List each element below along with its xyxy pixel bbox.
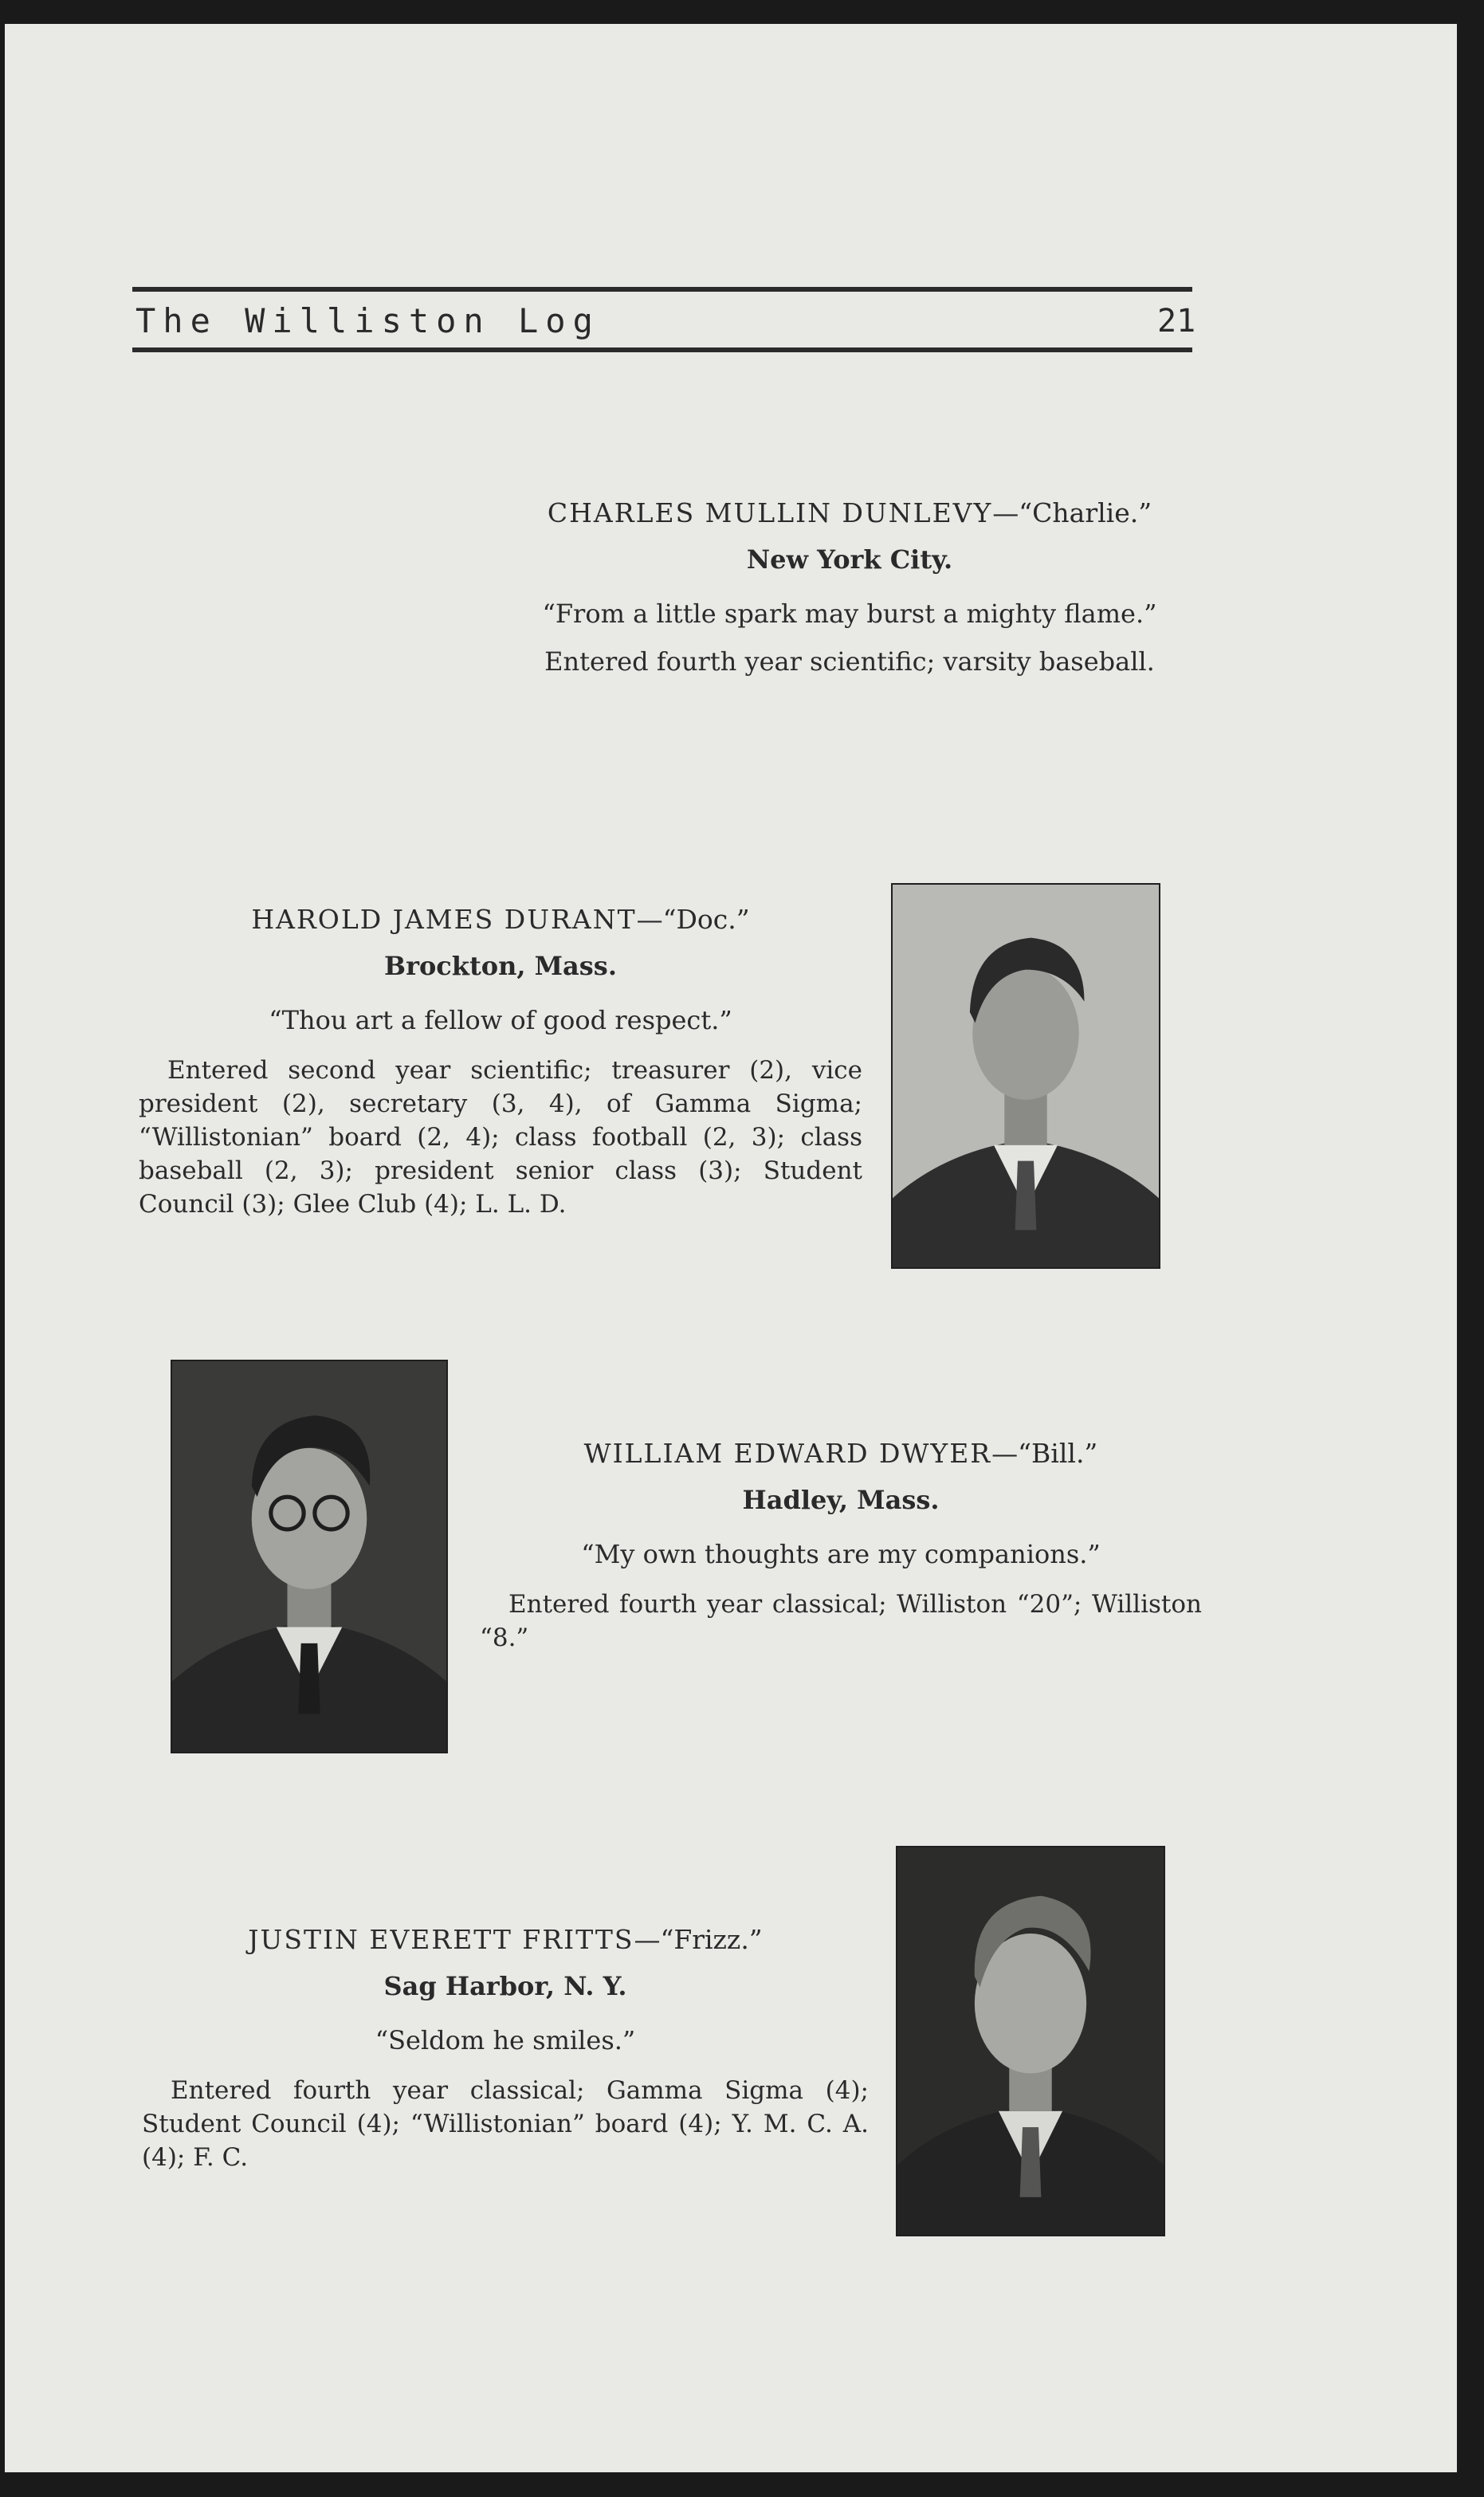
entry-name	[142, 1918, 869, 1962]
entry-nickname: —“Charlie.”	[992, 497, 1152, 528]
entry-name-text: WILLIAM EDWARD DWYER	[583, 1438, 992, 1469]
entry-hometown: Sag Harbor, N. Y.	[383, 1971, 627, 2001]
entry-quote: “My own thoughts are my companions.”	[581, 1539, 1101, 1569]
entry-dunlevy	[475, 491, 1224, 677]
portrait-photo-icon	[171, 1360, 448, 1753]
page-number: 21	[1157, 303, 1196, 340]
entry-nickname: —“Bill.”	[991, 1438, 1098, 1469]
entry-name	[139, 897, 862, 942]
entry-nickname: —“Frizz.”	[634, 1924, 763, 1955]
entry-quote: “Seldom he smiles.”	[375, 2025, 636, 2055]
entry-name-text: JUSTIN EVERETT FRITTS	[248, 1924, 634, 1955]
yearbook-page	[5, 24, 1457, 2472]
entry-name	[475, 491, 1224, 536]
entry-durant	[139, 897, 862, 1221]
entry-hometown: New York City.	[746, 544, 953, 575]
header-rule-top	[132, 287, 1192, 292]
entry-record: Entered second year scientific; treasurer (2), vice president (2), secretary (3, 4), of Gamma Sigma; “Willistonian” board (2, 4); class football (2, 3); class baseball (2, 3); president senior class (3); Student Council (3); Glee Club (4); L. L. D.	[139, 1056, 862, 1219]
entry-fritts	[142, 1918, 869, 2174]
entry-quote: “From a little spark may burst a mighty flame.”	[542, 599, 1157, 629]
entry-name-text: CHARLES MULLIN DUNLEVY	[547, 497, 993, 528]
portrait-photo-icon	[891, 883, 1160, 1269]
entry-record: Entered fourth year classical; Gamma Sigma (4); Student Council (4); “Willistonian” board (4); Y. M. C. A. (4); F. C.	[142, 2076, 869, 2172]
entry-hometown: Hadley, Mass.	[742, 1485, 940, 1515]
running-head-title: The Williston Log	[135, 301, 600, 340]
entry-dwyer	[480, 1431, 1202, 1655]
entry-name-text: HAROLD JAMES DURANT	[251, 904, 637, 935]
portrait-photo-icon	[896, 1846, 1165, 2236]
entry-record: Entered fourth year scientific; varsity baseball.	[544, 646, 1155, 677]
entry-hometown: Brockton, Mass.	[384, 951, 617, 981]
entry-name	[480, 1431, 1202, 1476]
header-rule-bottom	[132, 347, 1192, 352]
entry-record: Entered fourth year classical; Williston “20”; Williston “8.”	[480, 1590, 1202, 1652]
entry-nickname: —“Doc.”	[636, 904, 750, 935]
entry-quote: “Thou art a fellow of good respect.”	[269, 1005, 732, 1035]
